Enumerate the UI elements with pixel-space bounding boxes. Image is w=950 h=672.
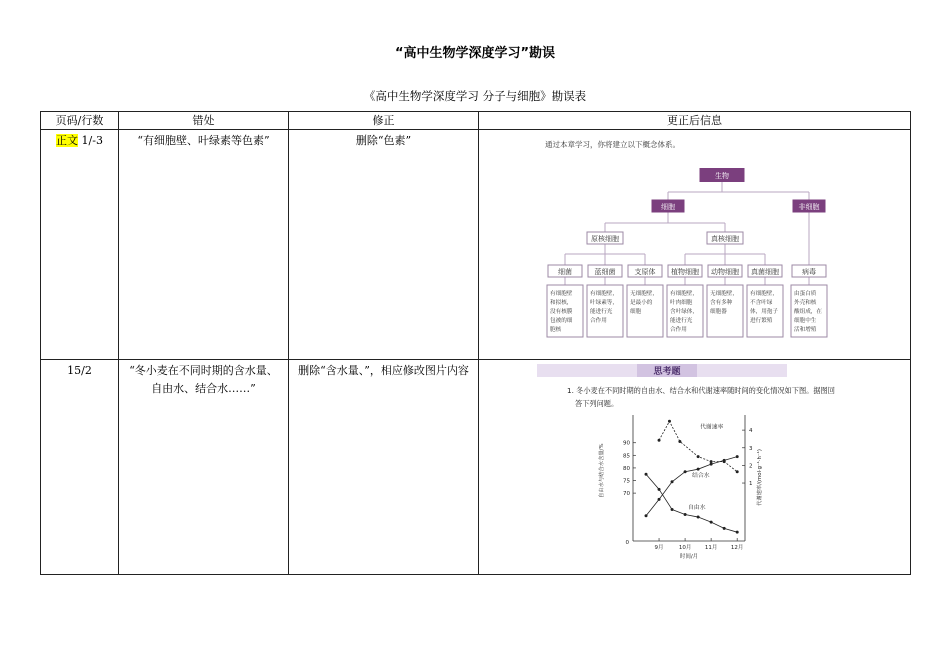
think-question-line1: 1. 冬小麦在不同时期的自由水、结合水和代谢速率随时间的变化情况如下图。据图回 <box>567 386 835 395</box>
corrected-info-cell <box>479 360 911 575</box>
data-point <box>668 420 671 423</box>
data-point <box>684 513 687 516</box>
series-label: 自由水 <box>688 505 706 512</box>
x-tick-label: 10月 <box>678 545 692 551</box>
error-text: “有细胞壁、叶绿素等色素” <box>137 134 270 147</box>
concept-desc-line: 胞核 <box>550 327 562 333</box>
x-tick-label: 9月 <box>654 545 664 551</box>
page-title: “高中生物学深度学习”勘误 <box>394 46 556 61</box>
data-point <box>710 463 713 466</box>
concept-desc-line: 体，用孢子 <box>750 309 778 315</box>
concept-level3-label: 植物细胞 <box>671 268 699 276</box>
y-right-tick-label: 4 <box>749 428 753 435</box>
data-point <box>736 470 739 473</box>
concept-level3-label: 真菌细胞 <box>751 268 779 276</box>
y-left-tick-label: 85 <box>623 453 630 460</box>
data-point <box>658 498 661 501</box>
header-error: 错处 <box>119 112 289 130</box>
concept-desc-line: 由蛋白质 <box>794 291 817 297</box>
concept-desc-line: 和拟核， <box>550 300 573 306</box>
series-label: 代谢速率 <box>700 424 724 431</box>
concept-desc-line: 叶绿素等， <box>590 300 618 306</box>
page-line-cell <box>41 360 119 575</box>
concept-desc-line: 包被的细 <box>550 318 573 324</box>
data-point <box>723 459 726 462</box>
concept-level2-label: 真核细胞 <box>711 235 739 243</box>
table-title: 《高中生物学深度学习 分子与细胞》勘误表 <box>363 89 587 103</box>
table-row <box>41 130 911 360</box>
table-header-row <box>41 112 911 130</box>
header-fix: 修正 <box>289 112 479 130</box>
concept-desc-line: 能进行光 <box>670 318 693 324</box>
concept-level3-label: 动物细胞 <box>711 268 739 276</box>
concept-desc-line: 细胞 <box>630 309 642 315</box>
data-point <box>697 468 700 471</box>
table-row <box>41 360 911 575</box>
page-line-text: 15/2 <box>67 364 92 377</box>
concept-desc-line: 无细胞壁， <box>710 291 738 297</box>
header-page-line: 页码/行数 <box>41 112 119 130</box>
data-point <box>736 455 739 458</box>
data-point <box>671 508 674 511</box>
y-left-tick-label: 90 <box>623 440 630 447</box>
y-right-tick-label: 1 <box>749 481 753 488</box>
data-point <box>658 488 661 491</box>
concept-desc-line: 有细胞壁 <box>550 291 573 297</box>
concept-desc-line: 能进行光 <box>590 309 613 315</box>
concept-desc-line: 合作用 <box>670 327 687 333</box>
highlighted-text: 正文 <box>56 134 79 147</box>
line-chart <box>597 415 763 560</box>
data-point <box>697 516 700 519</box>
page-line-cell <box>41 130 119 360</box>
think-box-header: 思考题 <box>653 367 681 377</box>
concept-desc-line: 有细胞壁， <box>670 291 698 297</box>
data-point <box>736 531 739 534</box>
concept-level2-label: 原核细胞 <box>591 235 619 243</box>
think-question-line2: 答下列问题。 <box>575 399 619 408</box>
concept-level3-label: 病毒 <box>802 268 816 276</box>
data-point <box>710 521 713 524</box>
error-text: “冬小麦在不同时期的含水量、自由水、结合水……” <box>129 364 278 395</box>
x-tick-label: 12月 <box>730 545 744 551</box>
y-left-axis-label: 自由水与结合水含量/% <box>599 443 605 498</box>
y-right-axis-label: 代谢速率/(mol·g⁻¹·h⁻¹) <box>757 449 763 506</box>
data-point <box>645 473 648 476</box>
concept-desc-line: 活和增殖 <box>794 327 817 333</box>
series-label: 结合水 <box>692 473 710 480</box>
data-point <box>684 470 687 473</box>
data-point <box>678 440 681 443</box>
concept-desc-line: 酸组成，在 <box>794 309 822 315</box>
concept-desc-line: 没有核膜 <box>550 309 573 315</box>
concept-desc-line: 不含叶绿 <box>750 300 773 306</box>
concept-desc-line: 合作用 <box>590 318 607 324</box>
series-line-0 <box>659 421 737 471</box>
y-right-tick-label: 2 <box>749 463 753 470</box>
data-point <box>645 514 648 517</box>
concept-map-intro: 通过本章学习，你将建立以下概念体系。 <box>545 140 680 149</box>
concept-desc-line: 有细胞壁， <box>750 291 778 297</box>
errata-table <box>40 111 911 575</box>
concept-desc-line: 叶肉细胞 <box>670 300 693 306</box>
fix-text: 删除“色素” <box>355 134 412 147</box>
concept-map-figure <box>479 130 911 356</box>
data-point <box>723 527 726 530</box>
y-left-tick-label: 70 <box>623 491 630 498</box>
fix-cell <box>289 360 479 575</box>
y-right-tick-label: 3 <box>749 445 753 452</box>
concept-level3-label: 支原体 <box>634 268 656 276</box>
concept-desc-line: 进行繁殖 <box>750 318 773 324</box>
series-line-2 <box>646 474 737 532</box>
concept-desc-line: 含有多种 <box>710 300 733 306</box>
y-left-tick-label: 80 <box>623 465 630 472</box>
origin-label: 0 <box>625 540 629 546</box>
think-question-figure <box>479 360 911 571</box>
concept-desc-line: 细胞中生 <box>794 318 817 324</box>
fix-cell <box>289 130 479 360</box>
x-axis-label: 时间/月 <box>679 554 699 560</box>
data-point <box>671 480 674 483</box>
concept-desc-line: 外壳和核 <box>794 300 817 306</box>
concept-desc-line: 含叶绿体， <box>670 309 698 315</box>
error-cell <box>119 360 289 575</box>
concept-level3-label: 细菌 <box>558 268 572 276</box>
concept-level1-label: 非细胞 <box>798 203 820 211</box>
concept-level1-label: 细胞 <box>661 203 675 211</box>
x-tick-label: 11月 <box>704 545 718 551</box>
header-corrected-info: 更正后信息 <box>479 112 911 130</box>
error-cell <box>119 130 289 360</box>
concept-desc-line: 无细胞壁， <box>630 291 658 297</box>
data-point <box>658 439 661 442</box>
page-line-text: 1/-3 <box>78 134 103 147</box>
data-point <box>697 455 700 458</box>
concept-level3-label: 蓝细菌 <box>594 268 616 276</box>
concept-desc-line: 细胞器 <box>710 309 727 315</box>
concept-desc-line: 有细胞壁， <box>590 291 618 297</box>
y-left-tick-label: 75 <box>623 478 630 485</box>
concept-root-label: 生物 <box>715 172 729 180</box>
concept-desc-line: 是最小的 <box>630 300 653 306</box>
fix-text: 删除“含水量、”，相应修改图片内容 <box>298 364 469 377</box>
corrected-info-cell <box>479 130 911 360</box>
